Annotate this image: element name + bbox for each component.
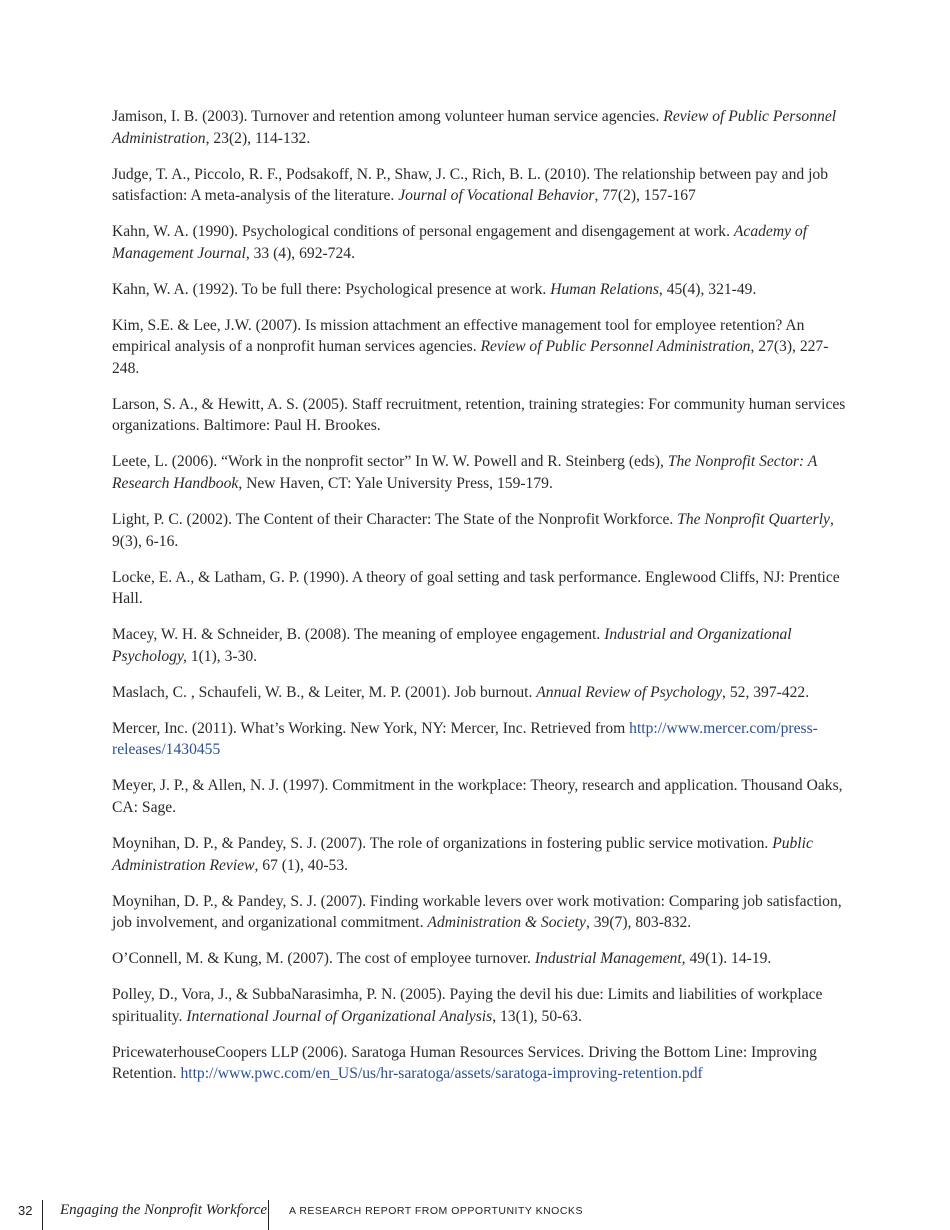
footer-divider xyxy=(42,1200,43,1230)
reference-entry xyxy=(112,164,847,207)
reference-entry xyxy=(112,624,847,667)
reference-source-title: Academy of Management Journal xyxy=(112,223,808,262)
reference-link[interactable]: http://www.mercer.com/press-releases/1430455 xyxy=(112,719,818,759)
reference-text: , 49(1). 14-19. xyxy=(681,950,772,968)
reference-text: , 45(4), 321-49. xyxy=(658,280,757,298)
reference-text: Kahn, W. A. (1990). Psychological conditions of personal engagement and disengagement at work. xyxy=(112,223,734,241)
reference-text: Moynihan, D. P., & Pandey, S. J. (2007). The role of organizations in fostering public service motivation. xyxy=(112,834,773,852)
reference-source-title: Human Relations xyxy=(550,280,659,298)
reference-entry xyxy=(112,891,847,934)
reference-source-title: Journal of Vocational Behavior xyxy=(398,187,595,205)
reference-source-title: Public Administration Review xyxy=(112,834,813,874)
reference-entry xyxy=(112,394,847,437)
reference-entry xyxy=(112,984,847,1027)
reference-text: , 77(2), 157-167 xyxy=(594,187,696,205)
reference-text: , 27(3), 227-248. xyxy=(112,338,829,377)
reference-source-title: Review of Public Personnel Administration xyxy=(480,338,751,356)
reference-entry xyxy=(112,567,847,610)
reference-text: , 23(2), 114-132. xyxy=(205,129,311,147)
reference-entry xyxy=(112,509,847,552)
reference-text: Maslach, C. , Schaufeli, W. B., & Leiter, M. P. (2001). Job burnout. xyxy=(112,683,537,701)
reference-entry xyxy=(112,221,847,264)
reference-link[interactable]: http://www.pwc.com/en_US/us/hr-saratoga/assets/saratoga-improving-retention.pdf xyxy=(180,1065,703,1083)
reference-text: PricewaterhouseCoopers LLP (2006). Saratoga Human Resources Services. Driving the Bottom Line: Improving Retention. xyxy=(112,1043,817,1083)
reference-text: , 13(1), 50-63. xyxy=(492,1007,582,1025)
reference-source-title: Industrial and Organizational Psychology, xyxy=(112,626,792,665)
reference-source-title: Administration & Society xyxy=(427,914,586,932)
reference-text: Light, P. C. (2002). The Content of their Character: The State of the Nonprofit Workforce. xyxy=(112,511,678,529)
reference-entry xyxy=(112,775,847,818)
reference-entry xyxy=(112,279,847,301)
reference-text: Judge, T. A., Piccolo, R. F., Podsakoff, N. P., Shaw, J. C., Rich, B. L. (2010). The relationship between pay and job satisfaction: A meta-analysis of the literature. xyxy=(112,165,829,205)
reference-text: Macey, W. H. & Schneider, B. (2008). The meaning of employee engagement. xyxy=(112,626,605,644)
reference-source-title: Industrial Management xyxy=(534,950,682,968)
reference-entry xyxy=(112,1042,847,1085)
reference-entry xyxy=(112,833,847,876)
reference-text: Moynihan, D. P., & Pandey, S. J. (2007). Finding workable levers over work motivation: Comparing job satisfaction, job involvement, and organizational commitment. xyxy=(112,892,842,932)
reference-source-title: Review of Public Personnel Administration xyxy=(112,108,837,147)
reference-entry xyxy=(112,682,847,704)
reference-text: Jamison, I. B. (2003). Turnover and retention among volunteer human service agencies. xyxy=(112,108,664,125)
reference-text: Locke, E. A., & Latham, G. P. (1990). A theory of goal setting and task performance. Englewood Cliffs, NJ: Prentice Hall. xyxy=(112,568,840,608)
reference-text: Kim, S.E. & Lee, J.W. (2007). Is mission attachment an effective management tool for employee retention? An empirical analysis of a nonprofit human services agencies. xyxy=(112,316,805,356)
reference-list xyxy=(112,106,847,1099)
reference-text: , 52, 397-422. xyxy=(722,683,810,701)
reference-entry xyxy=(112,718,847,761)
reference-text: , New Haven, CT: Yale University Press, 159-179. xyxy=(238,475,553,493)
reference-text: O’Connell, M. & Kung, M. (2007). The cost of employee turnover. xyxy=(112,950,535,968)
footer-divider xyxy=(268,1200,269,1230)
reference-source-title: Annual Review of Psychology xyxy=(536,683,723,701)
report-tagline: A RESEARCH REPORT FROM OPPORTUNITY KNOCKS xyxy=(289,1205,583,1217)
reference-text: Larson, S. A., & Hewitt, A. S. (2005). Staff recruitment, retention, training strategies: For community human services organizations. Baltimore: Paul H. Brookes. xyxy=(112,395,846,435)
reference-text: Leete, L. (2006). “Work in the nonprofit sector” In W. W. Powell and R. Steinberg (eds), xyxy=(112,453,668,471)
reference-entry xyxy=(112,106,847,149)
reference-entry xyxy=(112,948,847,970)
reference-text: , 9(3), 6-16. xyxy=(112,511,834,550)
reference-text: , 33 (4), 692-724. xyxy=(245,244,355,262)
reference-text: Meyer, J. P., & Allen, N. J. (1997). Commitment in the workplace: Theory, research and application. Thousand Oaks, CA: Sage. xyxy=(112,777,843,816)
reference-text: Polley, D., Vora, J., & SubbaNarasimha, P. N. (2005). Paying the devil his due: Limits and liabilities of workplace spirituality. xyxy=(112,986,823,1025)
reference-source-title: The Nonprofit Quarterly xyxy=(677,511,830,529)
reference-source-title: International Journal of Organizational Analysis xyxy=(186,1007,493,1025)
reference-entry xyxy=(112,451,847,494)
reference-text: , 67 (1), 40-53. xyxy=(254,856,349,874)
page-number: 32 xyxy=(18,1203,33,1218)
reference-entry xyxy=(112,315,847,380)
reference-text: , 39(7), 803-832. xyxy=(585,914,692,932)
reference-text: 1(1), 3-30. xyxy=(186,647,258,665)
publication-title: Engaging the Nonprofit Workforce xyxy=(60,1202,268,1218)
reference-text: Mercer, Inc. (2011). What’s Working. New York, NY: Mercer, Inc. Retrieved from xyxy=(112,719,630,737)
reference-source-title: The Nonprofit Sector: A Research Handbook xyxy=(112,453,817,493)
page-footer xyxy=(0,1200,950,1230)
reference-text: Kahn, W. A. (1992). To be full there: Psychological presence at work. xyxy=(112,280,551,298)
